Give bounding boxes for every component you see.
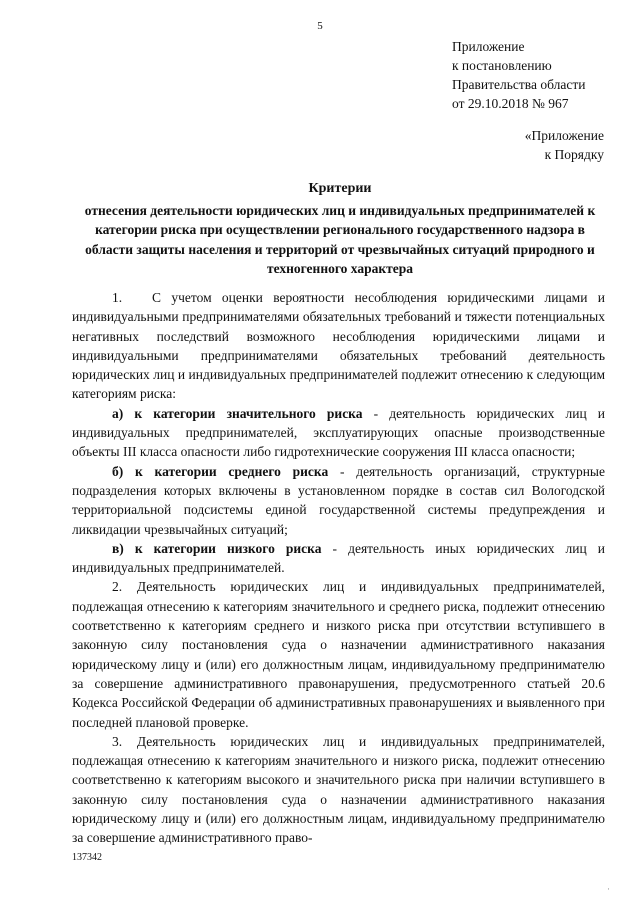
document-code: 137342 xyxy=(72,852,102,863)
appendix-line: Приложение xyxy=(452,39,525,54)
item-b-label: б) к категории среднего риска xyxy=(112,463,329,479)
item-a xyxy=(72,404,605,462)
appendix-line: к постановлению xyxy=(452,58,552,73)
item-b xyxy=(72,462,605,539)
scan-mark: · xyxy=(607,884,610,894)
item-b-text: - деятельность организаций, структурные подразделения которых включены в установленном порядке в состав сил Вологодской территориальной подсистемы единой государственной системы предупреждения и ликвидации чрезвычайных ситуаций; xyxy=(72,463,605,537)
appendix-line: от 29.10.2018 № 967 xyxy=(452,96,569,111)
page-number: 5 xyxy=(317,20,323,32)
appendix-to-procedure xyxy=(525,126,604,164)
paragraph-1-text: С учетом оценки вероятности несоблюдения юридическими лицами и индивидуальными предпринимателями обязательных требований и тяжести потенциальных негативных последствий возможного несоблюдения юридическими лицами и индивидуальными предпринимателями обязательных требований деятельность юридических лиц и индивидуальных предпринимателей подлежит отнесению к следующим категориям риска: xyxy=(72,290,605,402)
document-title xyxy=(74,179,606,279)
item-c-text: - деятельность иных юридических лиц и индивидуальных предпринимателей. xyxy=(72,540,606,576)
paragraph-1 xyxy=(72,288,605,404)
item-a-text: - деятельность юридических лиц и индивидуальных предпринимателей, эксплуатирующих опасные производственные объекты III класса опасности либо гидротехнические сооружения III класса опасности; xyxy=(72,405,606,460)
paragraph-3: 3. Деятельность юридических лиц и индивидуальных предпринимателей, подлежащая отнесению к категориям значительного и низкого риска, подлежит отнесению соответственно к категориям высокого и значительного риска при наличии вступившего в законную силу постановления суда о назначении административного наказания юридическому лицу и (или) его должностным лицам, индивидуальному предпринимателю за совершение административного право- xyxy=(72,733,605,846)
document-body xyxy=(72,288,605,848)
paragraph-2: 2. Деятельность юридических лиц и индивидуальных предпринимателей, подлежащая отнесению к категориям значительного и среднего риска, подлежит отнесению соответственно к категориям среднего и низкого риска при отсутствии вступившего в законную силу постановления суда о назначении административного наказания юридическому лицу и (или) его должностным лицам, индивидуальному предпринимателю за совершение административного правонарушения, предусмотренного статьей 20.6 Кодекса Российской Федерации об административных правонарушениях и выявленного при последней плановой проверке. xyxy=(72,579,605,730)
item-c xyxy=(72,539,605,578)
appendix2-line: к Порядку xyxy=(544,147,604,162)
title-heading: Критерии xyxy=(308,181,372,196)
appendix-header xyxy=(452,37,585,113)
paragraph-number: 1. xyxy=(112,290,123,305)
appendix-line: Правительства области xyxy=(452,77,586,92)
item-c-label: в) к категории низкого риска xyxy=(112,540,322,556)
title-subheading: отнесения деятельности юридических лиц и индивидуальных предпринимателей к категории риска при осуществлении регионального государственного надзора в области защиты населения и территорий от чрезвычайных ситуаций природного и техногенного характера xyxy=(84,202,596,276)
item-a-label: а) к категории значительного риска xyxy=(112,405,363,421)
appendix2-line: «Приложение xyxy=(524,128,604,143)
